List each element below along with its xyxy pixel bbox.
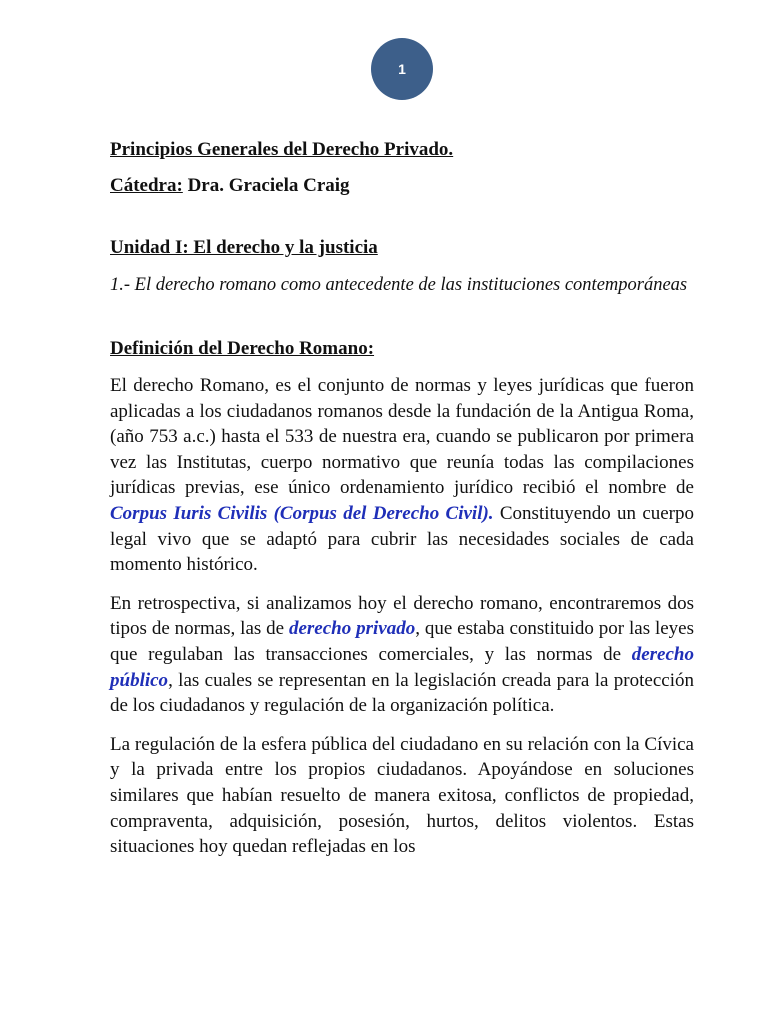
page-number-badge: [371, 38, 433, 100]
document-title: Principios Generales del Derecho Privado.: [110, 139, 454, 160]
document-body: [110, 137, 694, 860]
term-corpus-iuris-civilis: Corpus Iuris Civilis (Corpus del Derecho Civil).: [110, 502, 494, 524]
term-derecho-privado: derecho privado: [288, 618, 416, 640]
paragraph-norm-types-part2: , que estaba constituido por las leyes que regulaban las transacciones comerciales, y las normas de: [110, 618, 695, 665]
term-derecho-publico: derecho público: [110, 643, 694, 691]
subtopic: 1.- El derecho romano como antecedente de las instituciones contemporáneas: [110, 275, 688, 295]
unit-heading: Unidad I: El derecho y la justicia: [110, 237, 378, 258]
definition-heading: Definición del Derecho Romano:: [110, 338, 375, 359]
paragraph-regulation: La regulación de la esfera pública del ciudadano en su relación con la Cívica y la privada entre los propios ciudadanos. Apoyándose en soluciones similares que habían resuelto de manera exitosa, conflictos de propiedad, compraventa, adquisición, posesión, hurtos, delitos violentos. Estas situaciones hoy quedan reflejadas en los: [110, 733, 694, 858]
paragraph-norm-types-part3: , las cuales se representan en la legislación creada para la protección de los ciudadanos y regulación de la organización política.: [110, 669, 694, 717]
paragraph-norm-types: [110, 591, 694, 719]
paragraph-definition-tail: Constituyendo un cuerpo legal vivo que se adaptó para cubrir las necesidades sociales de cada momento histórico.: [110, 502, 695, 576]
catedra-line: [110, 173, 694, 199]
catedra-name: Dra. Graciela Craig: [187, 175, 350, 196]
page-number: 1: [398, 61, 406, 77]
paragraph-norm-types-part1: En retrospectiva, si analizamos hoy el derecho romano, encontraremos dos tipos de normas, las de: [110, 592, 694, 640]
catedra-label: Cátedra:: [110, 175, 183, 196]
paragraph-definition-text: El derecho Romano, es el conjunto de normas y leyes jurídicas que fueron aplicadas a los ciudadanos romanos desde la fundación de la Antigua Roma, (año 753 a.c.) hasta el 533 de nuestra era, cuando se publicaron por primera vez las Institutas, cuerpo normativo que reunía todas las compilaciones jurídicas previas, ese único ordenamiento jurídico recibió el nombre de: [110, 375, 694, 499]
paragraph-definition: [110, 373, 694, 578]
